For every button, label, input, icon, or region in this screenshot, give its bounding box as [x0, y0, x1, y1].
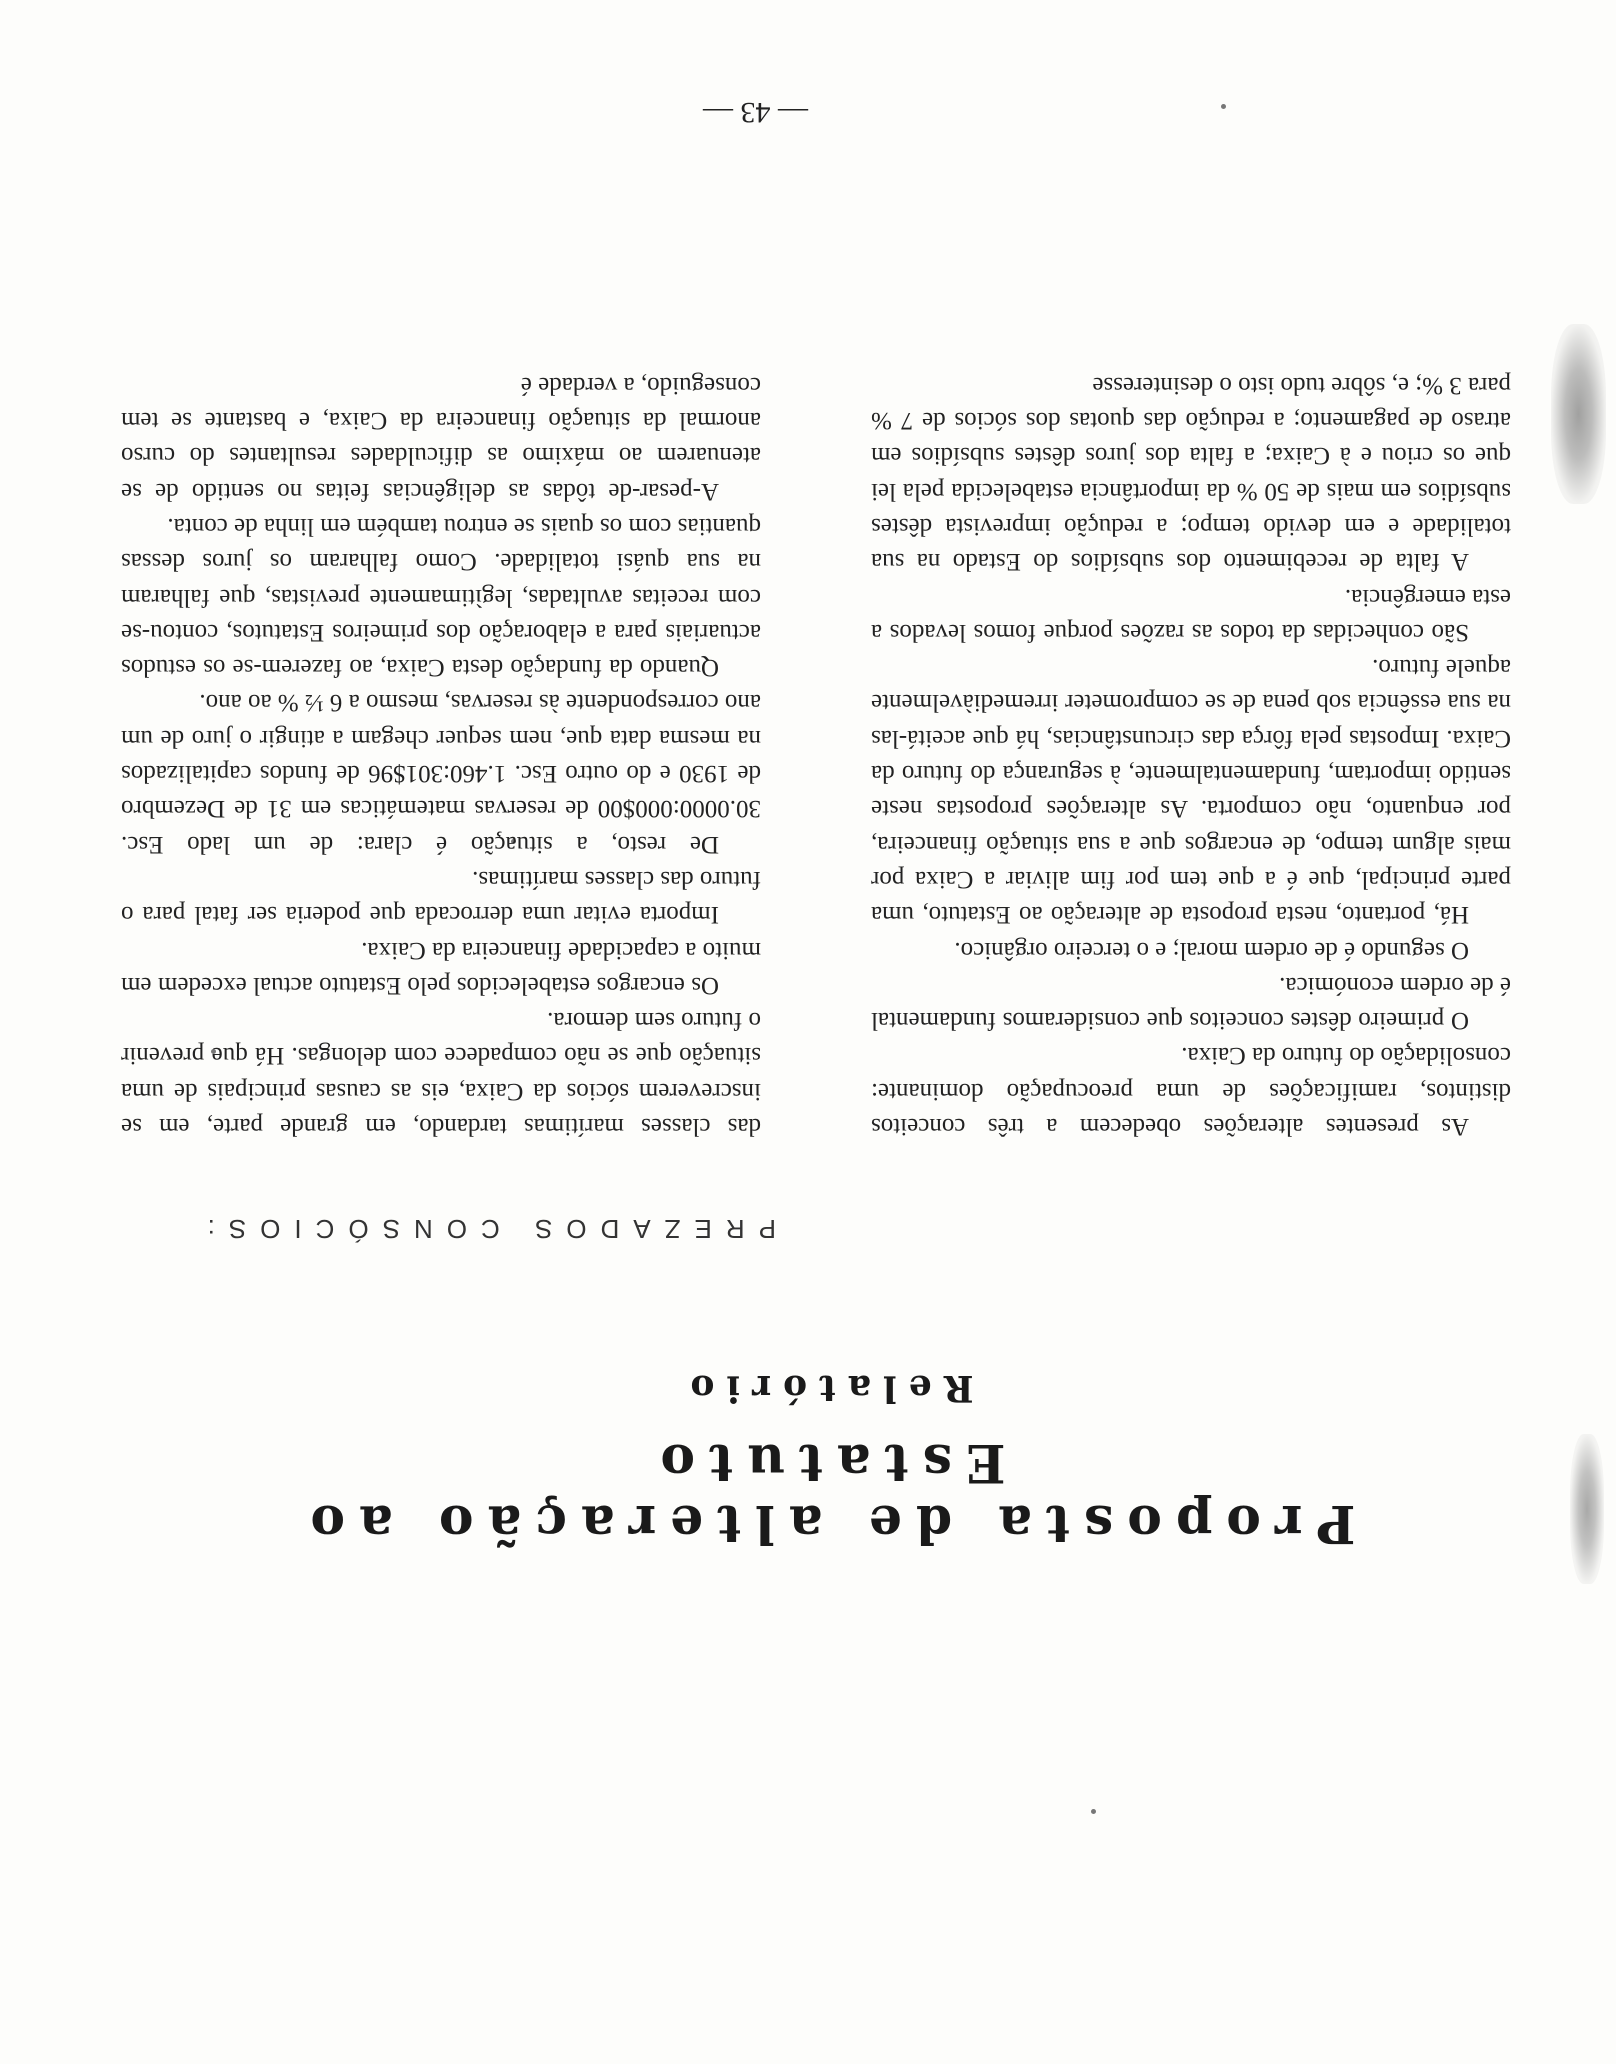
paragraph: São conhecidas da todos as razões porque fomos levados a esta emergência. — [871, 583, 1511, 646]
speck — [1091, 1809, 1096, 1814]
page-number: — 43 — — [703, 96, 808, 129]
paragraph: A-pesar-de tôdas as deligências feitas no sentido de se atenuarem ao máximo as dificuldades resultantes do curso anormal da situação financeira da Caixa, e bastante se tem conseguido, a verdade é — [121, 371, 761, 505]
paragraph: Os encargos estabelecidos pelo Estatuto actual excedem em muito a capacidade financeira da Caixa. — [121, 936, 761, 999]
scan-blemish-icon — [1570, 1434, 1604, 1584]
speck — [1221, 104, 1226, 109]
paragraph: O segundo é de ordem moral; e o terceiro orgânico. — [954, 936, 1469, 964]
salutation: PREZADOS CONSÓCIOS: — [193, 1214, 776, 1244]
paragraph: Importa evitar uma derrocada que poderia ser fatal para o futuro das classes marítimas. — [121, 865, 761, 929]
paragraph: das classes marítimas tardando, em grande parte, em se inscreverem sócios da Caixa, eis as causas principais de uma situação que se não compadece com delongas. Há que prevenir o futuro sem demora. — [121, 1007, 761, 1140]
paragraph: A falta de recebimento dos subsídios do Estado na sua totalidade e em devido tempo; a redução imprevista dêstes subsídios em mais de 50 % da importância estabelecida pela lei que os criou e à Caixa; a falta dos juros dêstes subsídios em atraso de pagamento; a redução das quotas dos sócios de 7 % para 3 %; e, sôbre tudo isto o desinteresse — [871, 371, 1511, 576]
paragraph: As presentes alterações obedecem a três conceitos distintos, ramificações de uma preocupação dominante: consolidação do futuro da Caixa. — [871, 1042, 1511, 1140]
paragraph: Quando da fundação desta Caixa, ao fazerem-se os estudos actuariais para a elaboração dos primeiros Estatutos, contou-se com receitas avultadas, legìtimamente previstas, que falharam na sua quási totalidade. Como falharam os juros dessas quantias com os quais se entrou também em linha de conta. — [121, 512, 761, 682]
right-column — [121, 367, 761, 1144]
paragraph: O primeiro dêstes conceitos que consideramos fundamental é de ordem económica. — [871, 971, 1511, 1035]
document-title: Proposta de alteração ao Estatuto — [296, 1432, 1356, 1554]
left-column — [871, 367, 1511, 1144]
paragraph: Há, portanto, nesta proposta de alteração ao Estatuto, uma parte principal, que é a que tem por fim aliviar a Caixa por mais algum tempo, de encargos que a sua situação financeira, por enquanto, não comporta. As alterações propostas neste sentido importam, fundamentalmente, à segurança do futuro da Caixa. Impostas pela fôrça das circunstâncias, há que aceitá-las na sua essência sob pena de se comprometer irremediàvelmente aquele futuro. — [871, 654, 1511, 929]
scan-blemish-icon — [1551, 324, 1606, 504]
paragraph: De resto, a situação é clara: de um lado Esc. 30.0000:000$00 de reservas matemáticas em 31 de Dezembro de 1930 e do outro Esc. 1.460:301$96 de fundos capitalizados na mesma data que, nem sequer chegam a atingir o juro de um ano correspondente às reservas, mesmo a 6 ½ % ao ano. — [121, 689, 761, 858]
document-subtitle: Relatório — [678, 1367, 974, 1409]
